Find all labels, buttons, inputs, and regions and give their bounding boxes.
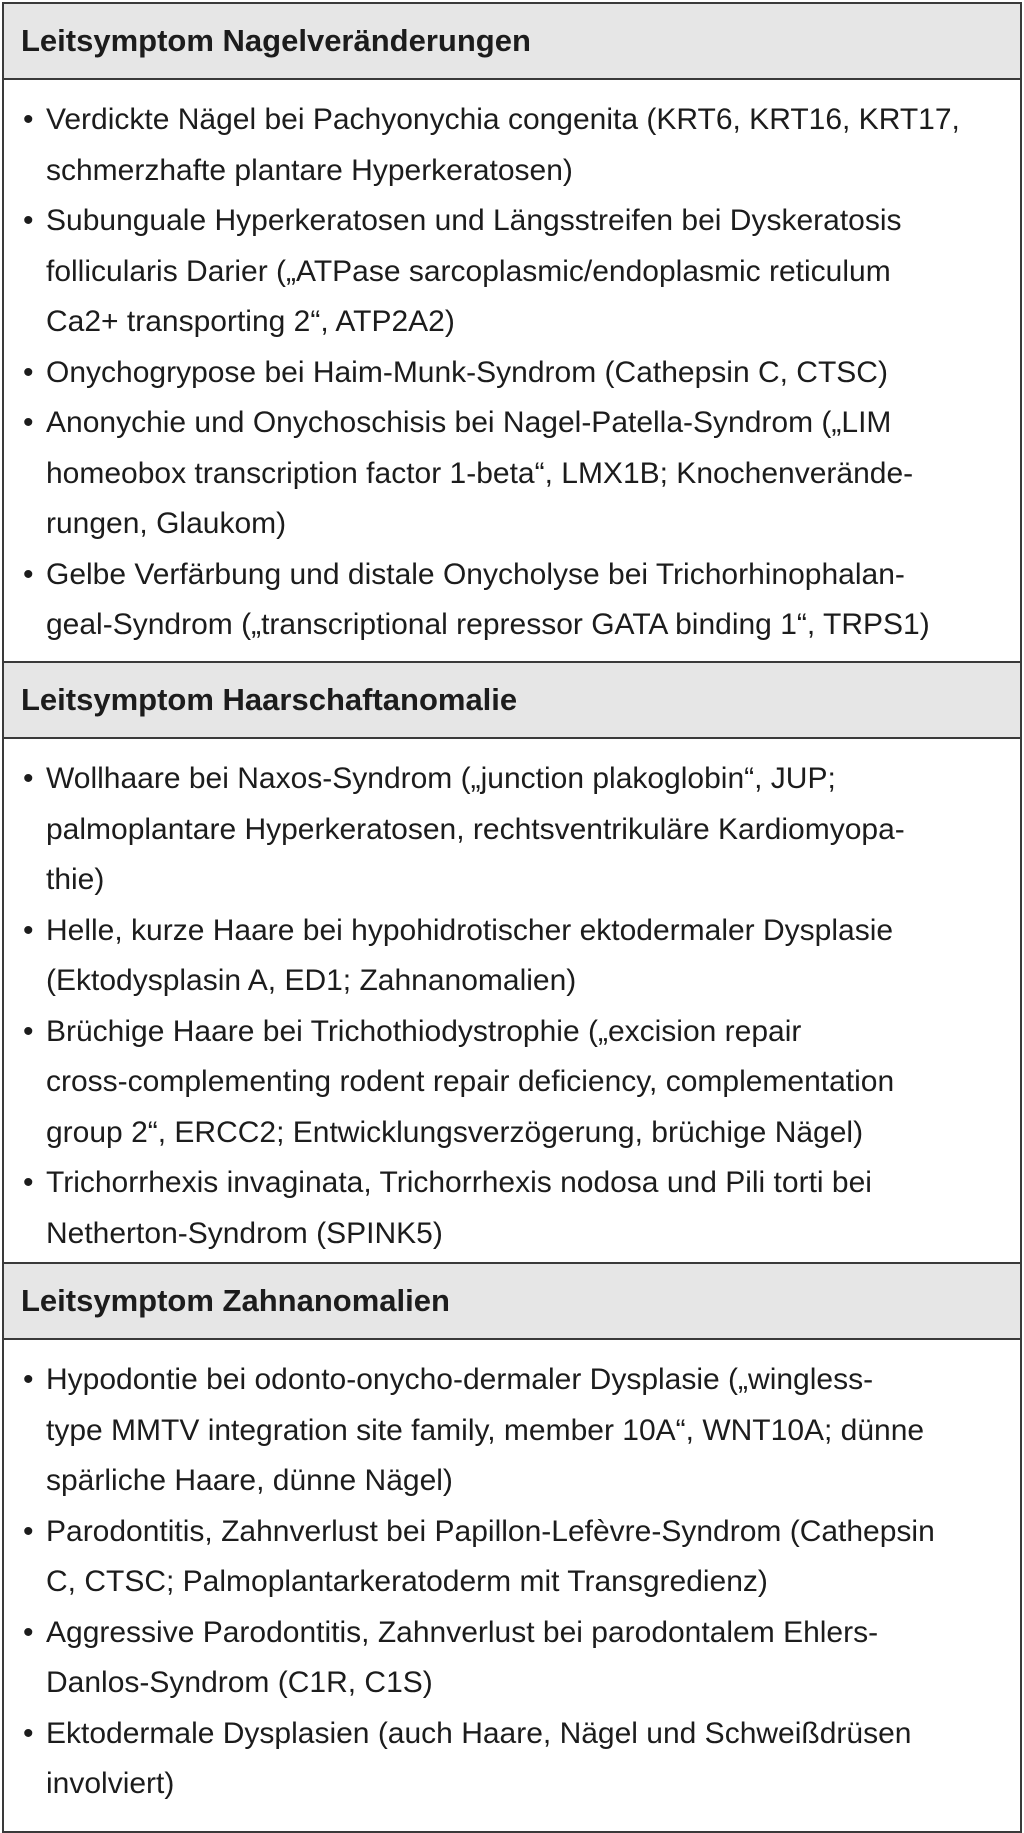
bullet-icon: • [23,1716,34,1750]
bullet-icon: • [23,103,34,136]
list-item-text: Hypodontie bei odonto-onycho-dermaler Dysplasie („wingless- type MMTV integration site family, member 10A“, WNT10A; dünne spärliche Haare, dünne Nägel) [46,1363,925,1497]
bullet-icon: • [23,1363,34,1396]
bullet-list [18,1355,1006,1810]
list-item [18,398,1006,550]
bullet-icon: • [23,1166,34,1199]
section-nail-changes [4,4,1020,663]
list-item [18,1158,1006,1259]
list-item-text: Brüchige Haare bei Trichothiodystrophie („excision repair cross-complementing rodent repair deficiency, complementation group 2“, ERCC2; Entwicklungsverzögerung, brüchige Nägel) [46,1014,895,1149]
list-item-text: Verdickte Nägel bei Pachyonychia congenita (KRT6, KRT16, KRT17, schmerzhafte plantare Hyperkeratosen) [46,103,960,187]
list-item [18,196,1006,348]
list-item-text: Wollhaare bei Naxos-Syndrom („junction plakoglobin“, JUP; palmoplantare Hyperkeratosen, rechtsventrikuläre Kardiomyopa- thie) [46,762,905,896]
list-item-text: Aggressive Parodontitis, Zahnverlust bei parodontalem Ehlers- Danlos-Syndrom (C1R, C1S) [46,1615,879,1699]
bullet-list [18,754,1006,1259]
list-item [18,906,1006,1007]
section-header: Leitsymptom Zahnanomalien [4,1264,1020,1340]
section-body [4,739,1020,1264]
list-item-text: Subunguale Hyperkeratosen und Längsstreifen bei Dyskeratosis follicularis Darier („ATPase sarcoplasmic/endoplasmic reticulum Ca2+ transporting 2“, ATP2A2) [46,204,902,338]
bullet-icon: • [23,204,34,237]
list-item-text: Anonychie und Onychoschisis bei Nagel-Patella-Syndrom („LIM homeobox transcription factor 1-beta“, LMX1B; Knochenverände- rungen, Glaukom) [46,406,914,540]
bullet-icon: • [23,1514,34,1548]
bullet-icon: • [23,406,34,439]
section-header: Leitsymptom Haarschaftanomalie [4,663,1020,739]
list-item-text: Ektodermale Dysplasien (auch Haare, Nägel und Schweißdrüsen involviert) [46,1716,912,1800]
bullet-list [18,95,1006,651]
list-item-text: Gelbe Verfärbung und distale Onycholyse bei Trichorhinophalan- geal-Syndrom („transcriptional repressor GATA binding 1“, TRPS1) [46,557,930,641]
list-item-text: Onychogrypose bei Haim-Munk-Syndrom (Cathepsin C, CTSC) [46,355,888,389]
list-item-text: Parodontitis, Zahnverlust bei Papillon-Lefèvre-Syndrom (Cathepsin C, CTSC; Palmoplantarkeratoderm mit Transgredienz) [46,1514,935,1598]
list-item [18,1007,1006,1159]
symptom-table [2,2,1022,1833]
section-hair-shaft-anomaly [4,663,1020,1264]
list-item [18,550,1006,651]
list-item-text: Helle, kurze Haare bei hypohidrotischer ektodermaler Dysplasie (Ektodysplasin A, ED1; Zahnanomalien) [46,913,894,997]
section-body [4,1340,1020,1831]
list-item [18,1608,1006,1709]
list-item-text: Trichorrhexis invaginata, Trichorrhexis nodosa und Pili torti bei Netherton-Syndrom (SPINK5) [46,1166,872,1250]
bullet-icon: • [23,1615,34,1649]
bullet-icon: • [23,355,34,389]
list-item [18,348,1006,399]
bullet-icon: • [23,557,34,591]
list-item [18,1709,1006,1810]
bullet-icon: • [23,913,34,947]
list-item [18,754,1006,906]
section-body [4,80,1020,663]
list-item [18,1355,1006,1507]
bullet-icon: • [23,1014,34,1048]
bullet-icon: • [23,762,34,795]
section-header: Leitsymptom Nagelveränderungen [4,4,1020,80]
section-tooth-anomalies [4,1264,1020,1831]
list-item [18,95,1006,196]
list-item [18,1507,1006,1608]
